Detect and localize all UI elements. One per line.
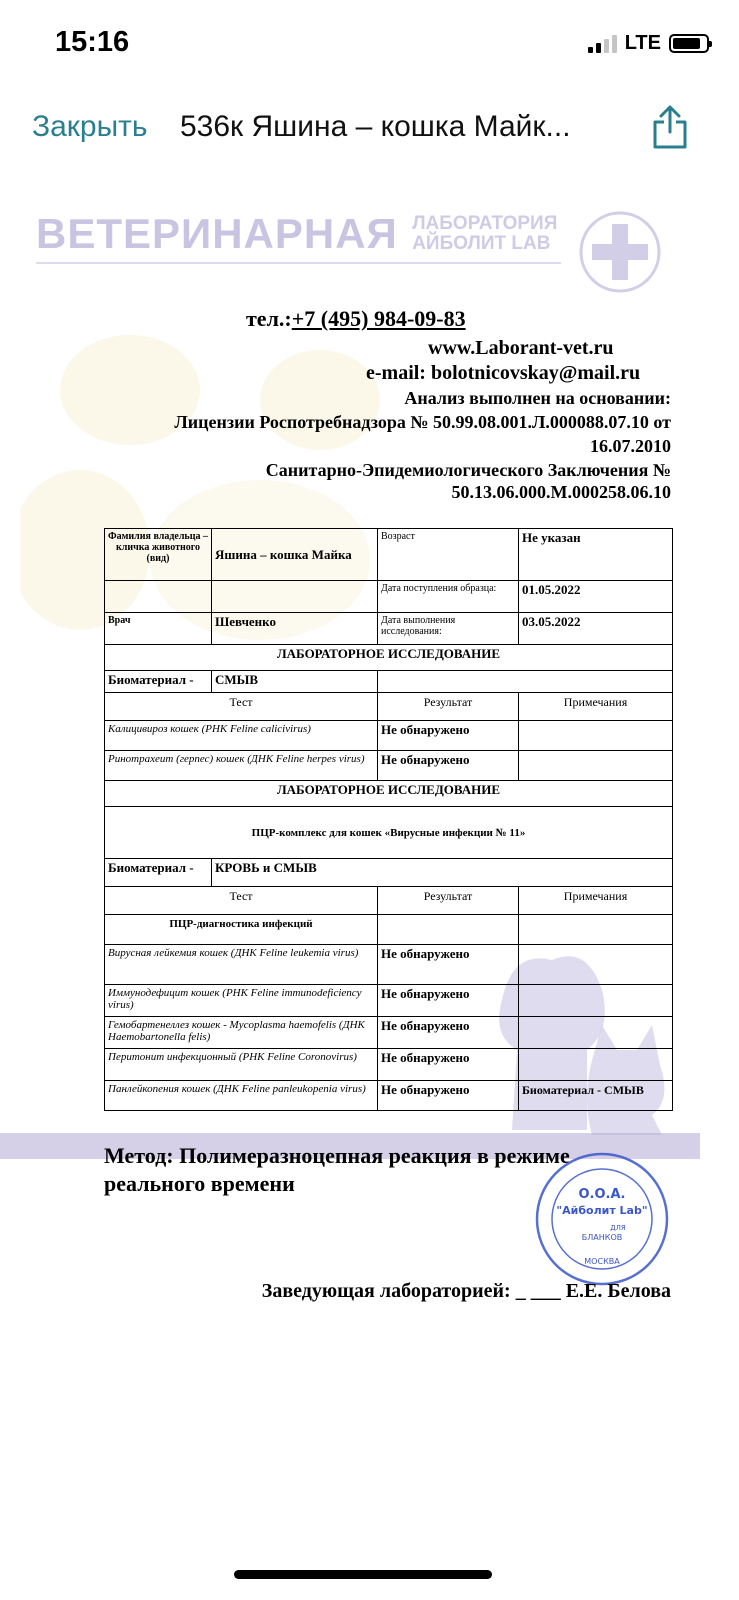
test-notes	[519, 751, 673, 781]
license-line-1: Лицензии Роспотребнадзора № 50.99.08.001.Л.000088.07.10 от	[174, 412, 671, 432]
logo-underline	[36, 262, 561, 264]
col-header-result: Результат	[378, 693, 519, 721]
status-time: 15:16	[55, 26, 130, 58]
signal-icon	[588, 35, 617, 53]
email-line[interactable]: e-mail: bolotnicovskay@mail.ru	[366, 362, 641, 384]
section-title: ЛАБОРАТОРНОЕ ИССЛЕДОВАНИЕ	[105, 645, 673, 671]
age-value: Не указан	[519, 529, 673, 581]
nav-bar	[0, 100, 739, 160]
test-name: Ринотрахеит (герпес) кошек (ДНК Feline herpes virus)	[105, 751, 378, 781]
biomaterial-label: Биоматериал -	[105, 671, 212, 693]
test-result: Не обнаружено	[378, 1049, 519, 1081]
table-row	[105, 945, 673, 985]
empty-cell	[212, 581, 378, 613]
test-name: Перитонит инфекционный (РНК Feline Coronovirus)	[105, 1049, 378, 1081]
test-notes	[519, 985, 673, 1017]
done-value: 03.05.2022	[519, 613, 673, 645]
empty-cell	[105, 581, 212, 613]
phone-line	[246, 306, 466, 332]
test-result: Не обнаружено	[378, 985, 519, 1017]
doctor-label: Врач	[105, 613, 212, 645]
col-header-test: Тест	[105, 887, 378, 915]
document-page	[0, 170, 739, 1550]
home-indicator[interactable]	[234, 1570, 492, 1579]
test-name: Гемобартенеллез кошек - Mycoplasma haemofelis (ДНК Haemobartonella felis)	[105, 1017, 378, 1049]
lab-logo	[36, 210, 557, 258]
col-header-notes: Примечания	[519, 887, 673, 915]
license-line-2: 16.07.2010	[590, 436, 671, 456]
table-row	[105, 721, 673, 751]
sanitary-line-1: Санитарно-Эпидемиологического Заключения №	[265, 460, 671, 480]
test-result: Не обнаружено	[378, 721, 519, 751]
biomaterial-value: СМЫВ	[212, 671, 378, 693]
document-title: 536к Яшина – кошка Майк...	[180, 110, 571, 143]
logo-main-text: ВЕТЕРИНАРНАЯ	[36, 210, 398, 257]
close-button[interactable]: Закрыть	[32, 110, 148, 143]
battery-icon	[669, 34, 709, 53]
test-name: Панлейкопения кошек (ДНК Feline panleukopenia virus)	[105, 1081, 378, 1111]
sanitary-line-2: 50.13.06.000.М.000258.06.10	[451, 482, 671, 502]
logo-sub-text	[412, 214, 557, 254]
pcr-subheader: ПЦР-диагностика инфекций	[105, 915, 378, 945]
test-notes	[519, 721, 673, 751]
test-result: Не обнаружено	[378, 1017, 519, 1049]
status-indicators	[588, 32, 709, 55]
biomaterial-value: КРОВЬ и СМЫВ	[212, 859, 673, 887]
phone-label: тел.:	[246, 306, 292, 331]
done-label: Дата выполнения исследования:	[378, 613, 519, 645]
report-table	[104, 528, 673, 1111]
test-result: Не обнаружено	[378, 945, 519, 985]
basis-text: Анализ выполнен на основании:	[404, 388, 671, 408]
test-name: Иммунодефицит кошек (РНК Feline immunodeficiency virus)	[105, 985, 378, 1017]
test-notes: Биоматериал - СМЫВ	[519, 1081, 673, 1111]
logo-sub-line-1: ЛАБОРАТОРИЯ	[412, 213, 558, 234]
doctor-value: Шевченко	[212, 613, 378, 645]
col-header-test: Тест	[105, 693, 378, 721]
table-row	[105, 1049, 673, 1081]
table-row	[105, 1081, 673, 1111]
table-row	[105, 1017, 673, 1049]
received-value: 01.05.2022	[519, 581, 673, 613]
table-row	[105, 751, 673, 781]
test-notes	[519, 1017, 673, 1049]
col-header-notes: Примечания	[519, 693, 673, 721]
empty-cell	[519, 915, 673, 945]
test-result: Не обнаружено	[378, 751, 519, 781]
empty-cell	[378, 915, 519, 945]
stamp-line-4: БЛАНКОВ	[581, 1233, 623, 1242]
test-notes	[519, 1049, 673, 1081]
table-row	[105, 985, 673, 1017]
test-notes	[519, 945, 673, 985]
status-bar	[0, 0, 739, 90]
stamp-line-5: МОСКВА	[584, 1257, 620, 1266]
empty-cell	[378, 671, 673, 693]
stamp-icon	[533, 1150, 671, 1288]
signature-line: Заведующая лабораторией: _ ___ Е.Е. Белова	[261, 1280, 671, 1302]
biomaterial-label: Биоматериал -	[105, 859, 212, 887]
col-header-result: Результат	[378, 887, 519, 915]
pcr-complex-title: ПЦР-комплекс для кошек «Вирусные инфекции № 11»	[105, 807, 673, 859]
test-result: Не обнаружено	[378, 1081, 519, 1111]
age-label: Возраст	[378, 529, 519, 581]
logo-sub-line-2: АЙБОЛИТ LAB	[412, 233, 551, 254]
stamp-line-2: "Айболит Lab"	[556, 1204, 648, 1217]
website-link[interactable]: www.Laborant-vet.ru	[428, 337, 614, 359]
owner-value: Яшина – кошка Майка	[212, 529, 378, 581]
test-name: Калицивироз кошек (РНК Feline calicivirus)	[105, 721, 378, 751]
method-text: Метод: Полимеразноцепная реакция в режиме реального времени	[104, 1143, 570, 1196]
section-title: ЛАБОРАТОРНОЕ ИССЛЕДОВАНИЕ	[105, 781, 673, 807]
test-name: Вирусная лейкемия кошек (ДНК Feline leukemia virus)	[105, 945, 378, 985]
network-label: LTE	[624, 32, 661, 54]
stamp-line-1: О.О.А.	[578, 1187, 626, 1202]
stamp-line-3: ДЛЯ	[610, 1224, 626, 1232]
owner-label: Фамилия владельца – кличка животного (вид)	[105, 529, 212, 581]
share-icon[interactable]	[650, 104, 690, 150]
received-label: Дата поступления образца:	[378, 581, 519, 613]
medical-cross-icon	[578, 210, 662, 294]
phone-link[interactable]: +7 (495) 984-09-83	[291, 306, 466, 331]
